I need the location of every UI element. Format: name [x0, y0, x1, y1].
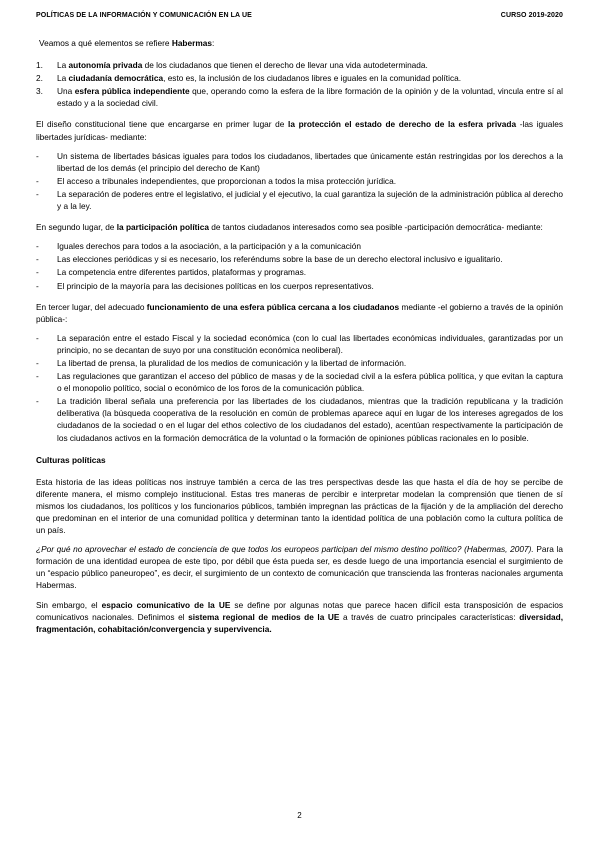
bullet-list-public-sphere [36, 332, 563, 444]
list-item: - La tradición liberal señala una preferencia por las libertades de los ciudadanos, mientras que la tradición republicana y la tradición deliberativa (la búsqueda cooperativa de la resolución en común de problemas aparece aquí en lugar de los intereses agregados de los ciudadanos de la sociedad o en el lugar del ethos colectivo de los ciudadanos del estado), acentúan respectivamente la participación de los ciudadanos activos en la formación democrática de la voluntad o la formación de opiniones públicas racionales en lo posible. [36, 396, 563, 443]
list-item: - Iguales derechos para todos a la asociación, a la participación y a la comunicación [36, 241, 361, 252]
list-item: - La separación de poderes entre el legislativo, el judicial y el ejecutivo, la cual garantiza la sujeción de la administración pública al derecho y a la ley. [36, 188, 563, 212]
page-header [36, 12, 563, 19]
header-course-title: POLÍTICAS DE LA INFORMACIÓN Y COMUNICACIÓN EN LA UE [36, 12, 252, 19]
list-item: - La separación entre el estado Fiscal y la sociedad económica (con lo cual las libertades económicas individuales, garantizadas por un principio, no se decantan de suyo por una constitución económica neoliberal). [36, 332, 563, 355]
list-item: - Un sistema de libertades básicas iguales para todos los ciudadanos, libertades que únicamente están restringidas por los derechos a la libertad de los demás (el principio del derecho de Kant) [36, 150, 563, 173]
page-body [36, 37, 563, 642]
list-item: - La competencia entre diferentes partidos, plataformas y programas. [36, 267, 307, 278]
paragraph-public-sphere: En tercer lugar, del adecuado funcionamiento de una esfera pública cercana a los ciudadanos mediante -el gobierno a través de la opinión pública-: [36, 301, 563, 324]
paragraph-political-participation: En segundo lugar, de la participación política de tantos ciudadanos interesados como sea posible -participación democrática- mediante: [36, 222, 543, 233]
list-item: - La libertad de prensa, la pluralidad de los medios de comunicación y la libertad de información. [36, 357, 407, 368]
list-item: - El acceso a tribunales independientes, que proporcionan a todos la misa protección jurídica. [36, 175, 396, 186]
elements-list [36, 59, 563, 109]
list-item: - Las elecciones periódicas y si es necesario, los referéndums sobre la base de un derecho electoral inclusivo e igualitario. [36, 254, 503, 265]
header-course-year: CURSO 2019-2020 [500, 12, 563, 19]
section-heading: Culturas políticas [36, 454, 106, 465]
list-item: 2. La ciudadanía democrática, esto es, la inclusión de los ciudadanos libres e iguales en la comunidad política. [36, 73, 462, 84]
paragraph-eu-communicative-space: Sin embargo, el espacio comunicativo de la UE se define por algunas notas que parece hacen difícil esta transposición de espacios comunicativos nacionales. Definimos el sistema regional de medios de la UE a través de cuatro principales características: diversidad, fragmentación, cohabitación/convergencia y supervivencia. [36, 599, 564, 634]
paragraph-private-sphere: El diseño constitucional tiene que encargarse en primer lugar de la protección el estado de derecho de la esfera privada -las iguales libertades jurídicas- mediante: [36, 119, 563, 142]
page-number: 2 [297, 811, 302, 820]
intro-paragraph: Veamos a qué elementos se refiere Habermas: [39, 38, 215, 48]
paragraph-european-identity: ¿Por qué no aprovechar el estado de conciencia de que todos los europeos participan del mismo destino político? (Habermas, 2007). Para la formación de una identidad europea de este tipo, por débil que ésta pueda ser, es desde luego de una importancia esencial el surgimiento de un “espacio público paneuropeo”, es decir, el surgimiento de un contexto de comunicación que transcienda las fronteras nacionales argumenta Habermas. [36, 544, 563, 591]
habermas-quote: ¿Por qué no aprovechar el estado de conciencia de que todos los europeos participan del mismo destino político? (Habermas, 2007). [36, 544, 534, 555]
bullet-list-participation [36, 240, 563, 291]
list-item: - Las regulaciones que garantizan el acceso del público de masas y de la sociedad civil a la esfera pública política, y que evitan la captura o el monopolio político, social o económico de los foros de la comunicación pública. [36, 371, 563, 394]
list-item: 1. La autonomía privada de los ciudadanos que tienen el derecho de llevar una vida autodeterminada. [36, 60, 428, 71]
bullet-list-private-sphere [36, 150, 563, 212]
list-item: - El principio de la mayoría para las decisiones políticas en los cuerpos representativos. [36, 280, 374, 291]
list-item: 3. Una esfera pública independiente que, operando como la esfera de la libre formación de la opinión y de la voluntad, vincula entre sí al estado y a la sociedad civil. [36, 86, 564, 109]
intro-bold: Habermas [171, 38, 212, 48]
paragraph-political-cultures: Esta historia de las ideas políticas nos instruye también a cerca de las tres perspectivas desde las que hasta el día de hoy se percibe de diferente manera, el mismo complejo institucional. Estas tres maneras de percibir e interpretar modelan la comprensión que tienen de sí mismos los ciudadanos, los políticos y los funcionarios públicos, también impregnan las prácticas de la fijación y de la ampliación del derecho que predominan en el interior de una comunidad política y determinan tanto la identidad política de una población como la cultura política de un país. [36, 476, 563, 536]
